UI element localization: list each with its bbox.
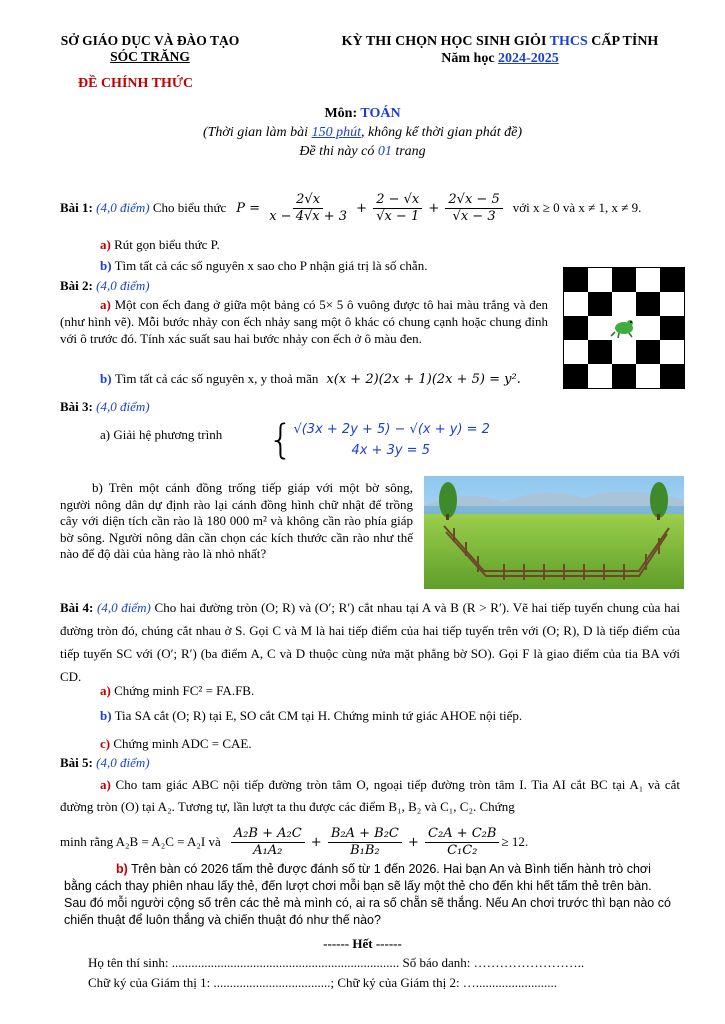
exam-title: KỲ THI CHỌN HỌC SINH GIỎI THCS CẤP TỈNH [341, 34, 659, 49]
field-fence-svg [424, 476, 684, 589]
subject-line: Môn: TOÁN [324, 106, 401, 121]
candidate-info-line: Họ tên thí sinh: ...................................................................... Số báo danh: …………………….. [88, 955, 585, 970]
bai1-intro: Cho biểu thức [152, 200, 227, 215]
bai1-b: b) Tìm tất cả các số nguyên x sao cho P nhận giá trị là số chẵn. [100, 258, 428, 273]
bai3-b: b) Trên một cánh đồng trống tiếp giáp với một bờ sông, người nông dân dự định rào lại cánh đồng hình chữ nhật để trồng cây với diện tích cần rào là 180 000 m² và không cần rào phía giáp bờ sông. Người nông dân cần chọn các kích thước cần rào như thế nào để độ dài của hàng rào là nhỏ nhất? [60, 480, 413, 561]
bai2-equation: x(x + 2)(2x + 1)(2x + 5) = y². [326, 371, 521, 387]
bai1-condition: với x ≥ 0 và x ≠ 1, x ≠ 9. [512, 200, 642, 215]
subject-block [0, 104, 725, 161]
bai3-heading: Bài 3: (4,0 điểm) [60, 399, 150, 414]
bai5-b: b) Trên bàn có 2026 tấm thẻ được đánh số từ 1 đến 2026. Hai bạn An và Bình tiến hành trò chơi bằng cách thay phiên nhau lấy thẻ, đến lượt chơi mỗi bạn sẽ lấy một thẻ cho đến khi hết tấm thẻ trên bàn. Sau đó mỗi người cộng số trên các thẻ mà mình có, ai ra số chẵn sẽ thắng. Nếu An chơi trước thì bạn nào có chiến thuật để luôn thắng và chiến thuật đó như thế nào? [64, 862, 671, 927]
department-name: SỞ GIÁO DỤC VÀ ĐÀO TẠO [60, 33, 240, 48]
bai3-system [268, 419, 490, 461]
bai1-points: (4,0 điểm) [96, 200, 150, 215]
expression-P: P = $\frac{2√x}{x - 4√x + 3}$ + $\frac{2 - √x}{√x - 1}$ + $\frac{2√x - 5}{√x - 3}$ [236, 192, 504, 225]
bai1-title: Bài 1: [60, 200, 93, 215]
checkerboard-svg [564, 268, 684, 388]
system-eq1: √(3x + 2y + 5) − √(x + y) = 2 [293, 422, 490, 437]
field-fence-figure [424, 476, 684, 589]
official-label: ĐỀ CHÍNH THỨC [78, 76, 194, 91]
end-marker: ------ Hết ------ [323, 936, 402, 951]
system-eq2: 4x + 3y = 5 [351, 443, 430, 458]
bai2-b: b) Tìm tất cả các số nguyên x, y thoả mãn x(x + 2)(2x + 1)(2x + 5) = y². [100, 371, 521, 387]
system-brace: { [268, 417, 294, 463]
school-year: Năm học 2024-2025 [441, 51, 559, 66]
inequality-end: ≥ 12. [501, 834, 529, 849]
bai4-c: c) Chứng minh ADC = CAE. [100, 736, 252, 751]
pages-line: Đề thi này có 01 trang [299, 144, 426, 159]
province-name: SÓC TRĂNG [110, 49, 190, 64]
bai4-b: b) Tia SA cắt (O; R) tại E, SO cắt CM tại H. Chứng minh tứ giác AHOE nội tiếp. [100, 708, 523, 723]
bai5-a-inequality [60, 822, 528, 862]
header-right [300, 33, 700, 67]
bai3-a: a) Giải hệ phương trình [100, 427, 223, 442]
bai1-statement [60, 188, 680, 228]
bai5-a-claim: minh rằng A₂B = A₂C = A₂I và [60, 834, 221, 849]
bai2-a: a) Một con ếch đang ở giữa một bảng có 5× 5 ô vuông được tô hai màu trắng và đen (như hình vẽ). Mỗi bước nhảy con ếch nhảy sang một ô khác có chung cạnh hoặc chung đỉnh với ô trước đó. Tính xác suất sau hai bước nhảy con ếch ở ô màu đen. [60, 297, 549, 346]
bai1-a: a) Rút gọn biểu thức P. [100, 237, 220, 252]
bai5-heading: Bài 5: (4,0 điểm) [60, 755, 150, 770]
bai2-heading: Bài 2: (4,0 điểm) [60, 278, 150, 293]
bai5-a: a) Cho tam giác ABC nội tiếp đường tròn tâm O, ngoại tiếp đường tròn tâm I. Tia AI cắt BC tại A₁ và cắt đường tròn (O) tại A₂. Tương tự, lần lượt ta thu được các điểm B₁, B₂ và C₁, C₂. Chứng [60, 777, 681, 814]
header-left [40, 33, 260, 65]
inequality-expression: $\frac{\text{A₂B + A₂C}}{\text{A₁A₂}}$ + $\frac{\text{B₂A + B₂C}}{\text{B₁B₂}}$ + $\frac{\text{C₂A + C₂B}}{\text{C₁C₂}}$ [229, 826, 502, 859]
proctor-signature-line: Chữ ký của Giám thị 1: ....................................; Chữ ký của Giám thị 2: …......................... [88, 975, 558, 990]
bai4-statement: Bài 4: (4,0 điểm) Cho hai đường tròn (O; R) và (O′; R′) cắt nhau tại A và B (R > R′). Vẽ hai tiếp tuyến chung của hai đường tròn đó, chúng cắt nhau ở S. Gọi C và M là hai tiếp điểm của hai tiếp tuyến trên với (O; R), D là tiếp điểm của tiếp tuyến SC với (O′; R′) (ba điểm A, C và D thuộc cùng nửa mặt phẳng bờ SO). Gọi F là giao điểm của tia BA với CD. [60, 600, 680, 684]
bai4-a: a) Chứng minh FC² = FA.FB. [100, 683, 255, 698]
time-line: (Thời gian làm bài 150 phút, không kể thời gian phát đề) [202, 125, 523, 140]
checkerboard-figure [563, 267, 685, 389]
